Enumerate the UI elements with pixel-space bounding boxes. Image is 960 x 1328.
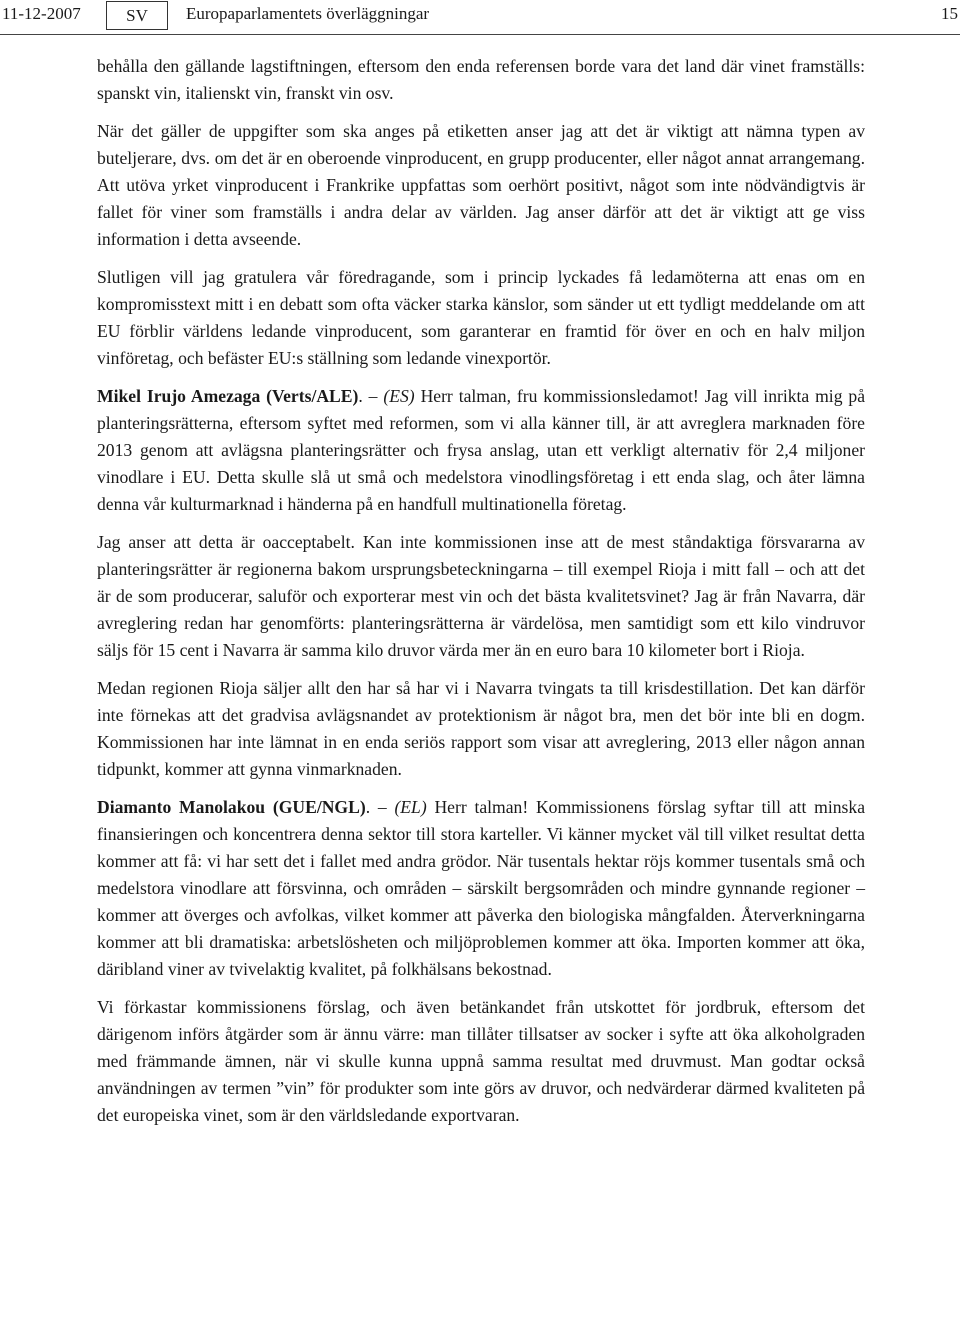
speaker-separator: . – (358, 386, 378, 406)
page-header (0, 0, 960, 35)
language-tag: (ES) (383, 386, 415, 406)
paragraph-text: behålla den gällande lagstiftningen, eftersom den enda referensen borde vara det land där vinet framställs: spanskt vin, italienskt vin, franskt vin osv. (97, 56, 865, 103)
speech-paragraph (97, 794, 865, 983)
speech-paragraph (97, 383, 865, 518)
document-title: Europaparlamentets överläggningar (186, 4, 430, 23)
paragraph (97, 118, 865, 253)
document-body (97, 53, 865, 1140)
paragraph-text: Slutligen vill jag gratulera vår föredragande, som i princip lyckades få ledamöterna att enas om en kompromisstext mitt i en debatt som ofta väcker starka känslor, som sänder ut ett tydligt meddelande om att EU förblir världens ledande vinproducent, som garanterar en framtid för över en och en halv miljon vinföretag, och befäster EU:s ställning som ledande vinexportör. (97, 267, 865, 368)
paragraph (97, 675, 865, 783)
speaker-name: Mikel Irujo Amezaga (Verts/ALE) (97, 386, 359, 406)
paragraph (97, 529, 865, 664)
paragraph-text: Herr talman! Kommissionens förslag syftar till att minska finansieringen och koncentrera denna sektor till stora karteller. Vi känner mycket väl till vilket resultat detta kommer att få: vi har sett det i fallet med andra grödor. När tusentals hektar röjs kommer tusentals små och medelstora vinodlare att försvinna, och områden – särskilt bergsområden och mindre gynnande regioner – kommer att överges och avfolkas, vilket kommer att påverka den biologiska mångfalden. Återverkningarna kommer att bli dramatiska: arbetslösheten och miljöproblemen kommer att öka. Importen kommer att öka, däribland viner av tvivelaktig kvalitet, på folkhälsans bekostnad. (97, 797, 865, 979)
speaker-name: Diamanto Manolakou (GUE/NGL) (97, 797, 366, 817)
paragraph (97, 994, 865, 1129)
speaker-separator: . – (365, 797, 387, 817)
page-number: 15 (941, 4, 958, 23)
paragraph-text: När det gäller de uppgifter som ska anges på etiketten anser jag att det är viktigt att nämna typen av buteljerare, dvs. om det är en oberoende vinproducent, en grupp producenter, eller något annat arrangemang. Att utöva yrket vinproducent i Frankrike uppfattas som oerhört positivt, något som inte nödvändigtvis är fallet för viner som framställs i andra delar av världen. Jag anser därför att det är viktigt att ge viss information i detta avseende. (97, 121, 865, 249)
language-tag: (EL) (394, 797, 427, 817)
header-date: 11-12-2007 (2, 4, 81, 23)
language-badge: SV (106, 1, 168, 30)
paragraph-text: Vi förkastar kommissionens förslag, och även betänkandet från utskottet för jordbruk, eftersom det därigenom införs åtgärder som är ännu värre: man tillåter tillsatser av socker i syfte att öka alkoholgraden med främmande ämnen, när vi skulle kunna uppnå samma resultat med druvmust. Man godtar också användningen av termen ”vin” för produkter som inte görs av druvor, och nedvärderar därmed kvaliteten på det europeiska vinet, som är den världsledande exportvaran. (97, 997, 865, 1125)
paragraph-text: Herr talman, fru kommissionsledamot! Jag vill inrikta mig på planteringsrätterna, eftersom syftet med reformen, som vi alla känner till, är att avreglera marknaden före 2013 genom att avlägsna planteringsrätter och frysa anslag, utan ett verkligt alternativ för 2,4 miljoner vinodlare i EU. Detta skulle slå ut små och medelstora vinodlingsföretag i ett enda slag, och åter lämna denna vår kulturmarknad i händerna på en handfull multinationella företag. (97, 386, 866, 514)
paragraph (97, 264, 865, 372)
paragraph (97, 53, 865, 107)
paragraph-text: Medan regionen Rioja säljer allt den har så har vi i Navarra tvingats ta till krisdestillation. Det kan därför inte förnekas att det gradvisa avlägsnandet av protektionism är något bra, men det bör inte bli en dogm. Kommissionen har inte lämnat in en enda seriös rapport som visar att avreglering, 2013 eller någon annan tidpunkt, kommer att gynna vinmarknaden. (97, 678, 865, 779)
paragraph-text: Jag anser att detta är oacceptabelt. Kan inte kommissionen inse att de mest ståndaktiga försvararna av planteringsrätter är regionerna bakom ursprungsbeteckningarna – till exempel Rioja i mitt fall – och att det är de som producerar, saluför och exporterar mest vin och det bästa kvalitetsvinet? Jag är från Navarra, där avreglering redan har genomförts: planteringsrätterna är värdelösa, men samtidigt som ett kilo vindruvor säljs för 15 cent i Navarra är samma kilo druvor värda mer än en euro bara 10 kilometer bort i Rioja. (97, 532, 865, 660)
